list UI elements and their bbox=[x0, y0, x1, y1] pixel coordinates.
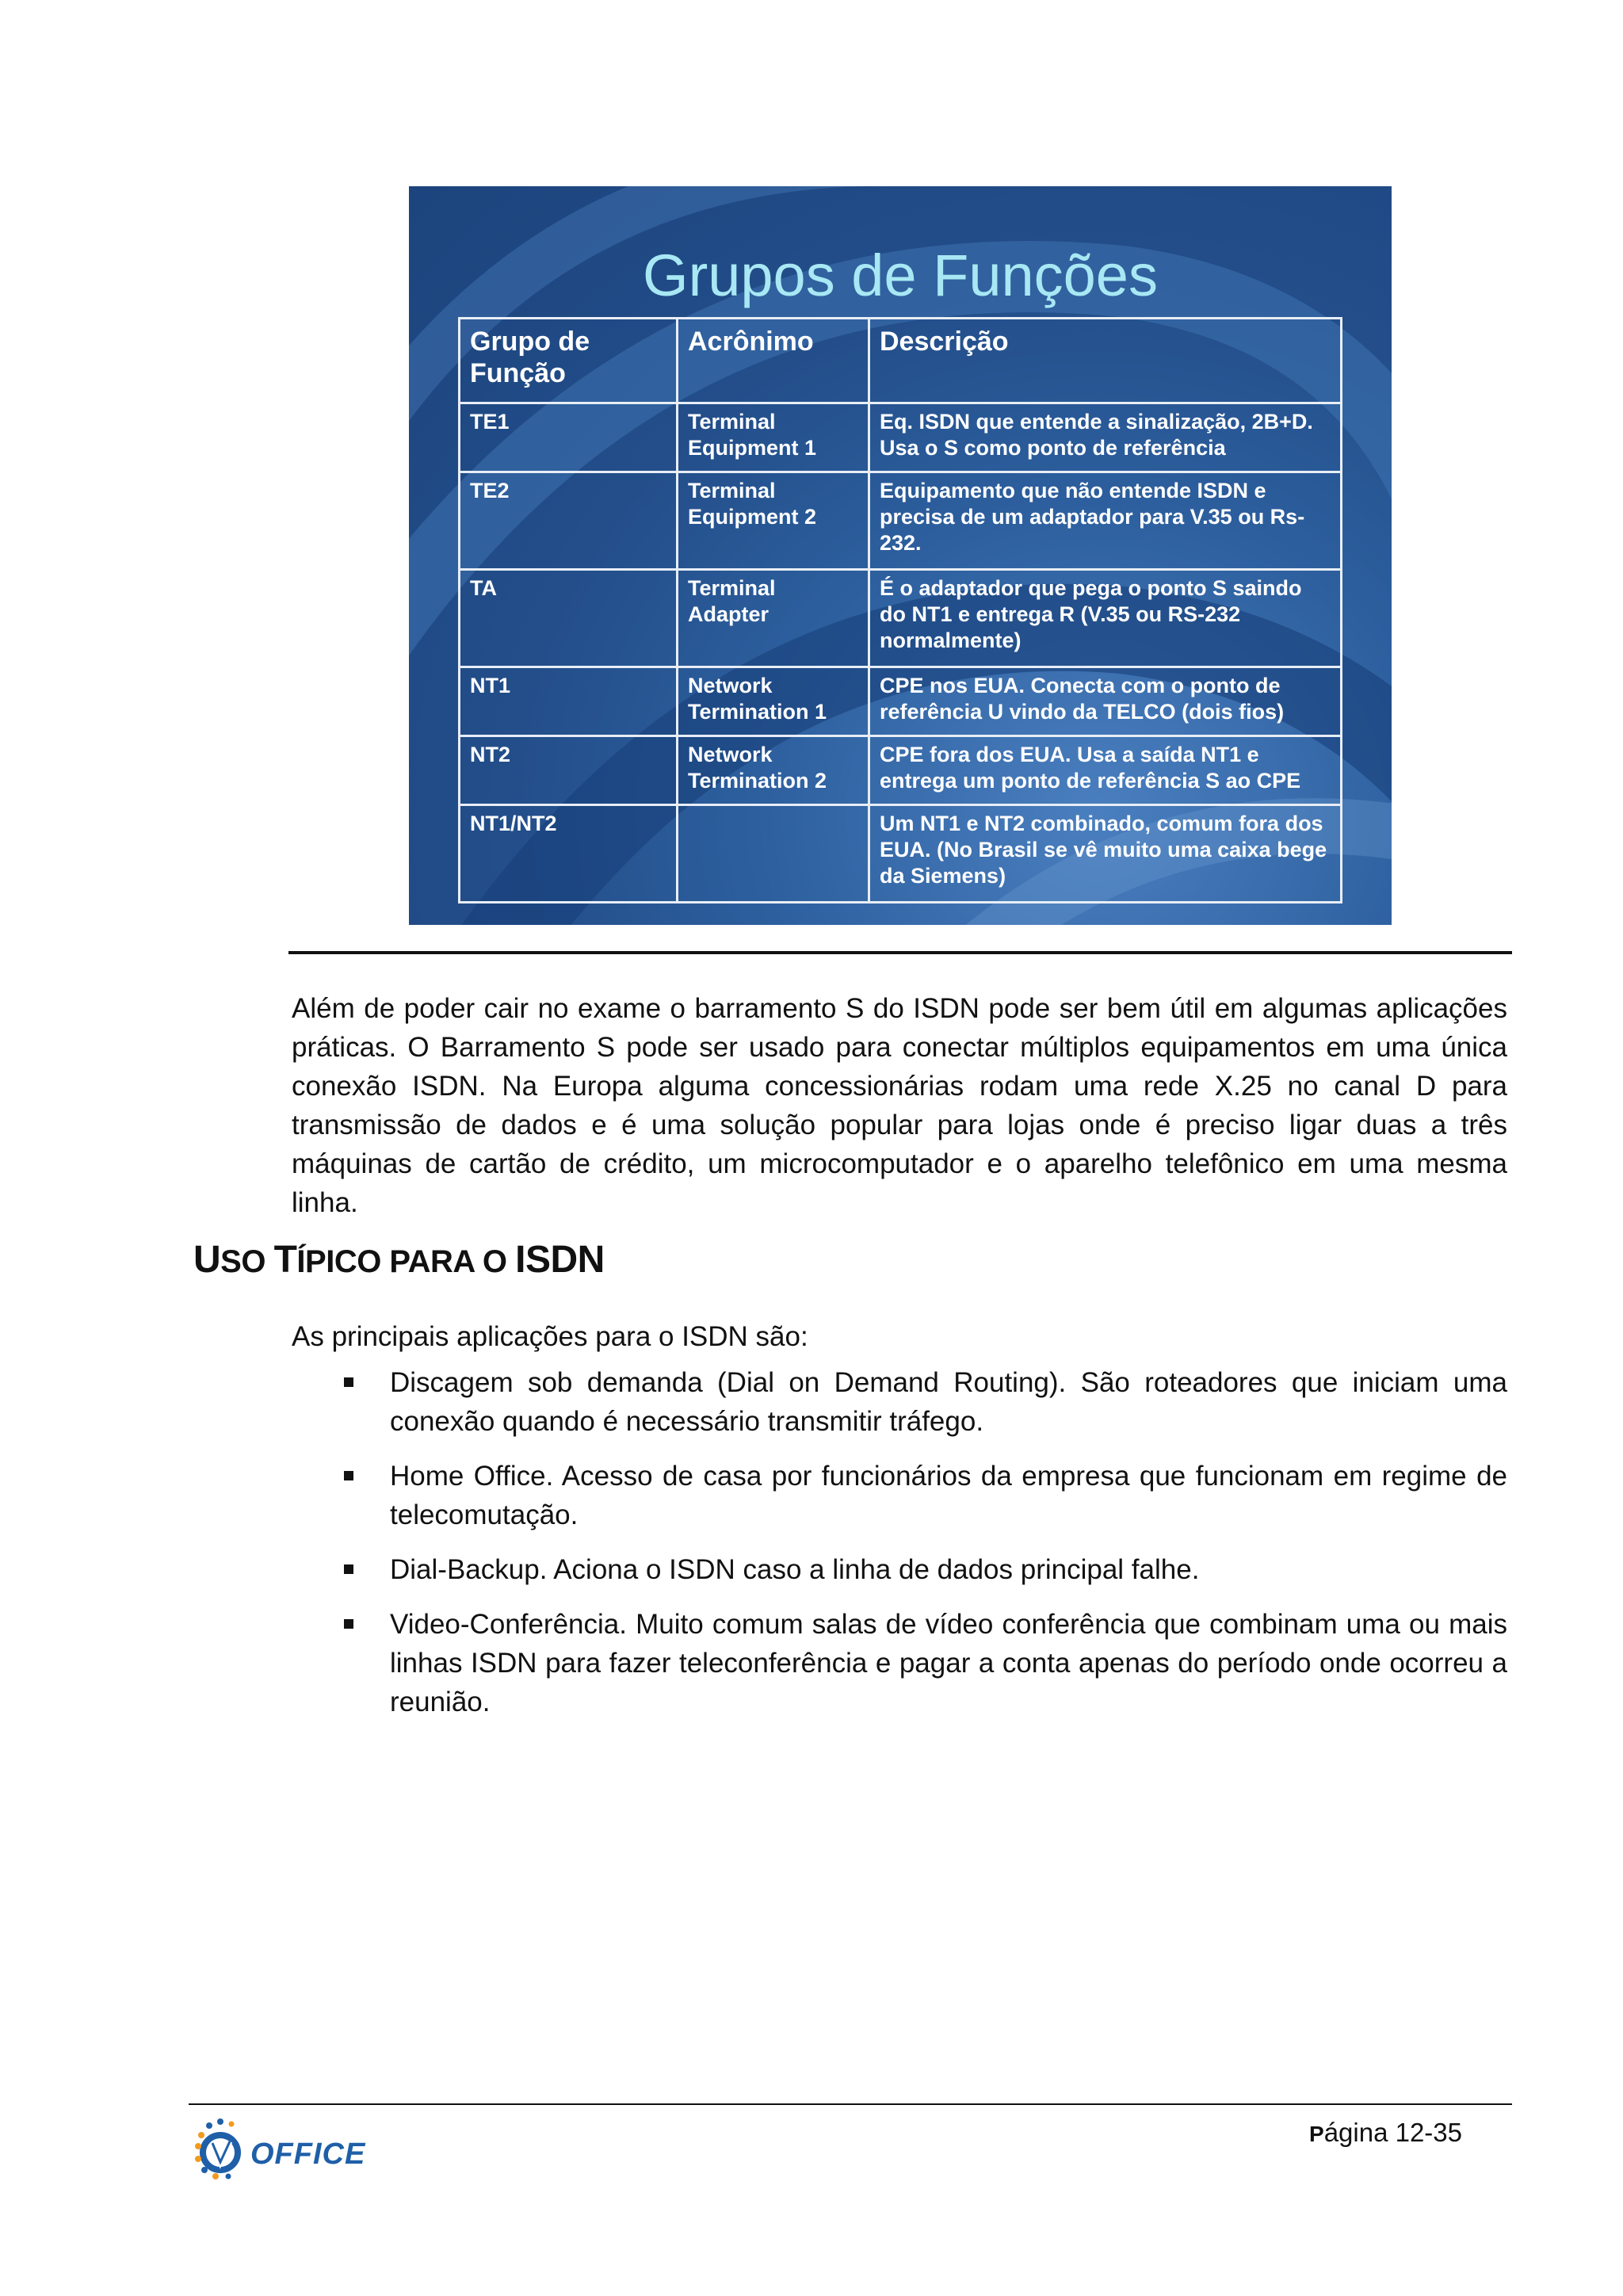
list-item-text: Dial-Backup. Aciona o ISDN caso a linha de dados principal falhe. bbox=[390, 1554, 1200, 1585]
function-groups-table bbox=[458, 317, 1342, 904]
cell-descricao: CPE fora dos EUA. Usa a saída NT1 e entrega um ponto de referência S ao CPE bbox=[869, 735, 1342, 804]
table-row bbox=[460, 569, 1342, 667]
cell-grupo: TE2 bbox=[460, 472, 678, 569]
table-row bbox=[460, 403, 1342, 472]
list-item-text: Home Office. Acesso de casa por funcionários da empresa que funcionam em regime de telecomutação. bbox=[390, 1461, 1507, 1530]
cell-acronimo bbox=[678, 805, 869, 903]
list-intro: As principais aplicações para o ISDN são: bbox=[292, 1321, 808, 1352]
list-item bbox=[292, 1550, 1507, 1589]
slide-title: Grupos de Funções bbox=[643, 243, 1158, 308]
section-heading bbox=[193, 1238, 605, 1282]
footer-divider bbox=[189, 2103, 1512, 2105]
cell-acronimo: Terminal Equipment 2 bbox=[678, 472, 869, 569]
cell-acronimo: Terminal Equipment 1 bbox=[678, 403, 869, 472]
heading-part: T bbox=[273, 1239, 297, 1281]
list-item-text: Discagem sob demanda (Dial on Demand Routing). São roteadores que iniciam uma conexão quando é necessário transmitir tráfego. bbox=[390, 1367, 1507, 1437]
bullet-square-icon bbox=[344, 1377, 353, 1387]
bullet-square-icon bbox=[344, 1564, 353, 1574]
body-paragraph: Além de poder cair no exame o barramento S do ISDN pode ser bem útil em algumas aplicações práticas. O Barramento S pode ser usado para conectar múltiplos equipamentos em uma única conexão ISDN. Na Europa alguma concessionárias rodam uma rede X.25 no canal D para transmissão de dados e é uma solução popular para lojas onde é preciso ligar duas a três máquinas de cartão de crédito, um microcomputador e o aparelho telefônico em uma mesma linha. bbox=[292, 993, 1507, 1218]
cell-descricao: É o adaptador que pega o ponto S saindo do NT1 e entrega R (V.35 ou RS-232 normalmente) bbox=[869, 569, 1342, 667]
table-row bbox=[460, 472, 1342, 569]
cell-descricao: Equipamento que não entende ISDN e precisa de um adaptador para V.35 ou Rs-232. bbox=[869, 472, 1342, 569]
cell-acronimo: Terminal Adapter bbox=[678, 569, 869, 667]
list-item bbox=[292, 1457, 1507, 1534]
cell-acronimo: Network Termination 2 bbox=[678, 735, 869, 804]
cell-descricao: Eq. ISDN que entende a sinalização, 2B+D. Usa o S como ponto de referência bbox=[869, 403, 1342, 472]
page-number-prefix: P bbox=[1309, 2122, 1324, 2146]
slide-image bbox=[409, 186, 1392, 925]
section-divider bbox=[288, 951, 1512, 954]
heading-part: ÍPICO PARA O bbox=[296, 1244, 516, 1279]
cell-grupo: NT2 bbox=[460, 735, 678, 804]
page-number bbox=[1309, 2118, 1462, 2148]
heading-part: ISDN bbox=[515, 1239, 605, 1281]
heading-part: U bbox=[193, 1239, 221, 1281]
cell-grupo: NT1 bbox=[460, 667, 678, 735]
list-item bbox=[292, 1363, 1507, 1441]
bullet-square-icon bbox=[344, 1471, 353, 1480]
header-grupo: Grupo de Função bbox=[460, 319, 678, 403]
page-number-text: ágina 12-35 bbox=[1323, 2118, 1463, 2147]
table-row bbox=[460, 667, 1342, 735]
cell-acronimo: Network Termination 1 bbox=[678, 667, 869, 735]
header-descricao: Descrição bbox=[869, 319, 1342, 403]
cell-grupo: TE1 bbox=[460, 403, 678, 472]
cell-grupo: TA bbox=[460, 569, 678, 667]
header-acronimo: Acrônimo bbox=[678, 319, 869, 403]
bullet-square-icon bbox=[344, 1619, 353, 1629]
table-header-row bbox=[460, 319, 1342, 403]
cell-grupo: NT1/NT2 bbox=[460, 805, 678, 903]
list-item bbox=[292, 1605, 1507, 1721]
cell-descricao: CPE nos EUA. Conecta com o ponto de referência U vindo da TELCO (dois fios) bbox=[869, 667, 1342, 735]
applications-list bbox=[292, 1363, 1507, 1737]
list-item-text: Video-Conferência. Muito comum salas de vídeo conferência que combinam uma ou mais linhas ISDN para fazer teleconferência e pagar a conta apenas do período onde ocorreu a reunião. bbox=[390, 1609, 1507, 1717]
heading-part: SO bbox=[220, 1244, 274, 1279]
cell-descricao: Um NT1 e NT2 combinado, comum fora dos EUA. (No Brasil se vê muito uma caixa bege da Siemens) bbox=[869, 805, 1342, 903]
table-row bbox=[460, 735, 1342, 804]
table-row bbox=[460, 805, 1342, 903]
logo-text: OFFICE bbox=[250, 2137, 366, 2171]
